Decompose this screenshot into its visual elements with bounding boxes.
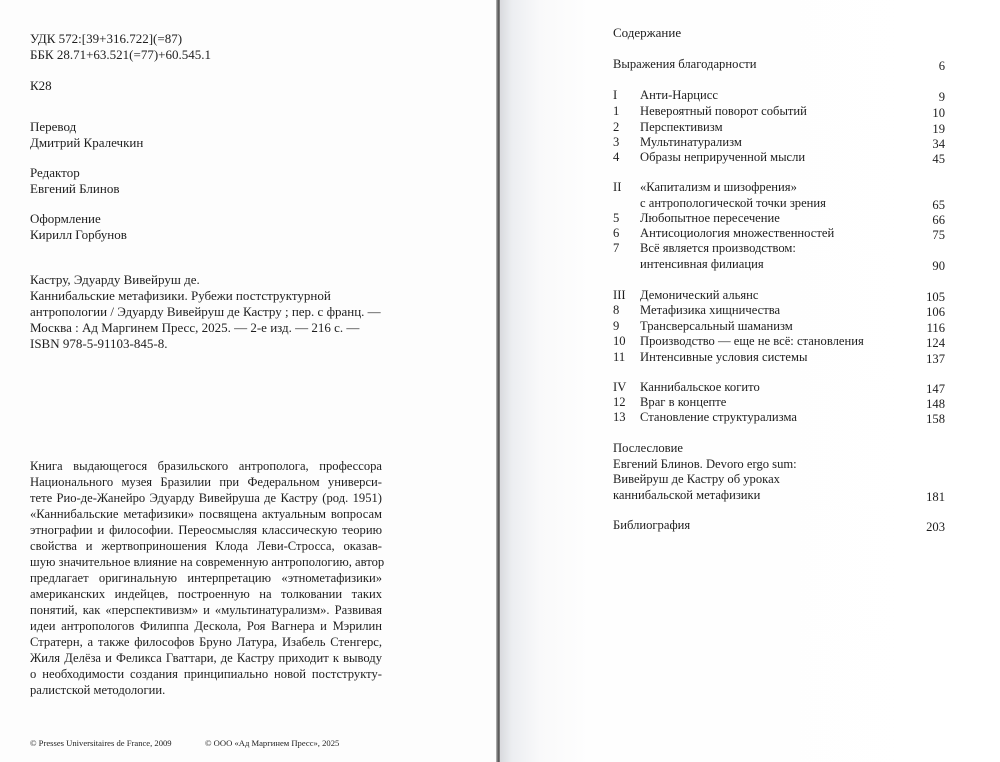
toc-page: 105: [926, 290, 945, 304]
toc-entry: [613, 119, 948, 135]
toc-title: Антисоциология множественностей: [640, 226, 835, 240]
annotation-line: о необходимости создания принципиально новой постструкту-: [30, 667, 382, 681]
toc-title: Каннибальское когито: [640, 380, 760, 394]
toc-entry: [613, 517, 948, 533]
toc-number: 11: [613, 350, 626, 364]
toc-page: 137: [926, 352, 945, 366]
toc-number: 8: [613, 303, 620, 317]
toc-entry: [613, 440, 948, 456]
contents-heading: Содержание: [613, 25, 682, 40]
toc-title: Выражения благодарности: [613, 57, 757, 71]
toc-entry: [613, 103, 948, 119]
toc-title: с антропологической точки зрения: [640, 196, 826, 210]
toc-page: 34: [932, 137, 945, 151]
toc-entry: [613, 87, 948, 103]
annotation-line: американских индейцев, построенную на толковании таких: [30, 587, 382, 601]
toc-page: 203: [926, 520, 945, 534]
toc-number: II: [613, 180, 622, 194]
toc-number: 5: [613, 211, 620, 225]
toc-page: 148: [926, 397, 945, 411]
annotation-line: Жиля Делёза и Феликса Гваттари, де Кастру приходит к выводу: [30, 651, 382, 665]
annotation-line: «Каннибальские метафизики» посвящена актуальным вопросам: [30, 507, 382, 521]
toc-title: Производство — еще не всё: становления: [640, 334, 864, 348]
toc-entry: [613, 349, 948, 365]
toc-number: 7: [613, 241, 620, 255]
toc-number: 6: [613, 226, 620, 240]
toc-page: 106: [926, 305, 945, 319]
toc-number: 4: [613, 150, 620, 164]
credit-role: Перевод: [30, 119, 77, 134]
toc-title: Послесловие: [613, 441, 683, 455]
toc-title: Перспективизм: [640, 120, 723, 134]
toc-number: IV: [613, 380, 627, 394]
right-page: [500, 0, 1000, 762]
credit-name: Дмитрий Кралечкин: [30, 135, 144, 150]
toc-title: Всё является производством:: [640, 241, 796, 255]
credit-role: Редактор: [30, 165, 80, 180]
copyright-original: © Presses Universitaires de France, 2009: [30, 738, 172, 748]
toc-title: Становление структурализма: [640, 410, 797, 424]
toc-title: Метафизика хищничества: [640, 303, 781, 317]
toc-entry: [613, 287, 948, 303]
annotation-line: Национального музея Бразилии при Федеральном универси-: [30, 475, 382, 489]
toc-number: 3: [613, 135, 620, 149]
toc-entry: [613, 409, 948, 425]
toc-title: Невероятный поворот событий: [640, 104, 807, 118]
bibliographic-line: антропологии / Эдуарду Вивейруш де Кастру ; пер. с франц. —: [30, 304, 381, 319]
copyright-translation: © ООО «Ад Маргинем Пресс», 2025: [205, 738, 340, 748]
credit-name: Евгений Блинов: [30, 181, 120, 196]
toc-title: Трансверсальный шаманизм: [640, 319, 793, 333]
toc-entry: [613, 210, 948, 226]
toc-title: Интенсивные условия системы: [640, 350, 808, 364]
toc-title: Образы неприрученной мысли: [640, 150, 806, 164]
toc-title: Анти-Нарцисс: [640, 88, 718, 102]
udk-code: УДК 572:[39+316.722](=87): [30, 31, 183, 46]
toc-page: 75: [932, 228, 945, 242]
toc-entry: [613, 333, 948, 349]
toc-number: 12: [613, 395, 626, 409]
toc-entry: [613, 134, 948, 150]
toc-entry: [613, 471, 948, 487]
annotation-line: шую значительное влияние на современную антропологию, автор: [30, 555, 385, 569]
annotation-line: предлагает оригинальную интерпретацию «этнометафизики»: [30, 571, 382, 585]
toc-number: 2: [613, 120, 620, 134]
toc-page: 124: [926, 336, 945, 350]
toc-title: «Капитализм и шизофрения»: [640, 180, 797, 194]
toc-page: 9: [938, 90, 945, 104]
toc-page: 90: [932, 259, 945, 273]
toc-page: 158: [926, 412, 945, 426]
toc-entry: [613, 318, 948, 334]
toc-page: 66: [932, 213, 945, 227]
toc-title: Враг в концепте: [640, 395, 727, 409]
toc-title: Вивейруш де Кастру об уроках: [613, 472, 780, 486]
toc-title: Евгений Блинов. Devoro ergo sum:: [613, 457, 797, 471]
toc-page: 10: [932, 106, 945, 120]
toc-entry: [613, 225, 948, 241]
toc-entry: [613, 240, 948, 256]
toc-number: 1: [613, 104, 620, 118]
bbk-code: ББК 28.71+63.521(=77)+60.545.1: [30, 47, 212, 62]
credit-role: Оформление: [30, 211, 101, 226]
toc-entry: [613, 394, 948, 410]
toc-number: 13: [613, 410, 626, 424]
toc-entry: [613, 56, 948, 72]
toc-entry: [613, 302, 948, 318]
annotation-line: ралистской методологии.: [30, 683, 166, 697]
toc-title: Демонический альянс: [640, 288, 759, 302]
annotation-line: этнографии и философии. Переосмысляя классическую теорию: [30, 523, 382, 537]
toc-title: Мультинатурализм: [640, 135, 742, 149]
bibliographic-line: Кастру, Эдуарду Вивейруш де.: [30, 272, 200, 287]
toc-entry: [613, 487, 948, 503]
bibliographic-line: Москва : Ад Маргинем Пресс, 2025. — 2-е изд. — 216 с. —: [30, 320, 360, 335]
annotation-line: Стратерн, а также философов Бруно Латура, Изабель Стенгерс,: [30, 635, 382, 649]
toc-entry: [613, 379, 948, 395]
toc-page: 116: [926, 321, 945, 335]
toc-page: 147: [926, 382, 945, 396]
toc-entry: [613, 456, 948, 472]
toc-number: 10: [613, 334, 626, 348]
annotation-line: понятий, как «перспективизм» и «мультинатурализм». Развивая: [30, 603, 382, 617]
toc-page: 6: [938, 59, 945, 73]
toc-title: каннибальской метафизики: [613, 488, 761, 502]
toc-page: 181: [926, 490, 945, 504]
toc-page: 65: [932, 198, 945, 212]
annotation-line: Книга выдающегося бразильского антрополога, профессора: [30, 459, 382, 473]
annotation-line: идеи антропологов Филиппа Дескола, Роя Вагнера и Мэрилин: [30, 619, 382, 633]
toc-entry: [613, 256, 948, 272]
toc-number: I: [613, 88, 618, 102]
toc-title: интенсивная филиация: [640, 257, 764, 271]
annotation-line: тете Рио-де-Жанейро Эдуарду Вивейруша де Кастру (род. 1951): [30, 491, 382, 505]
toc-entry: [613, 195, 948, 211]
toc-entry: [613, 149, 948, 165]
toc-page: 45: [932, 152, 945, 166]
author-mark: К28: [30, 78, 52, 93]
annotation-paragraph: [30, 458, 385, 698]
bibliographic-line: ISBN 978-5-91103-845-8.: [30, 336, 168, 351]
credit-name: Кирилл Горбунов: [30, 227, 127, 242]
toc-entry: [613, 179, 948, 195]
annotation-line: свойства и жертвоприношения Клода Леви-Стросса, оказав-: [30, 539, 382, 553]
toc-page: 19: [932, 122, 945, 136]
toc-title: Любопытное пересечение: [640, 211, 780, 225]
toc-title: Библиография: [613, 518, 691, 532]
toc-number: III: [613, 288, 626, 302]
bibliographic-line: Каннибальские метафизики. Рубежи постструктурной: [30, 288, 331, 303]
toc-number: 9: [613, 319, 620, 333]
